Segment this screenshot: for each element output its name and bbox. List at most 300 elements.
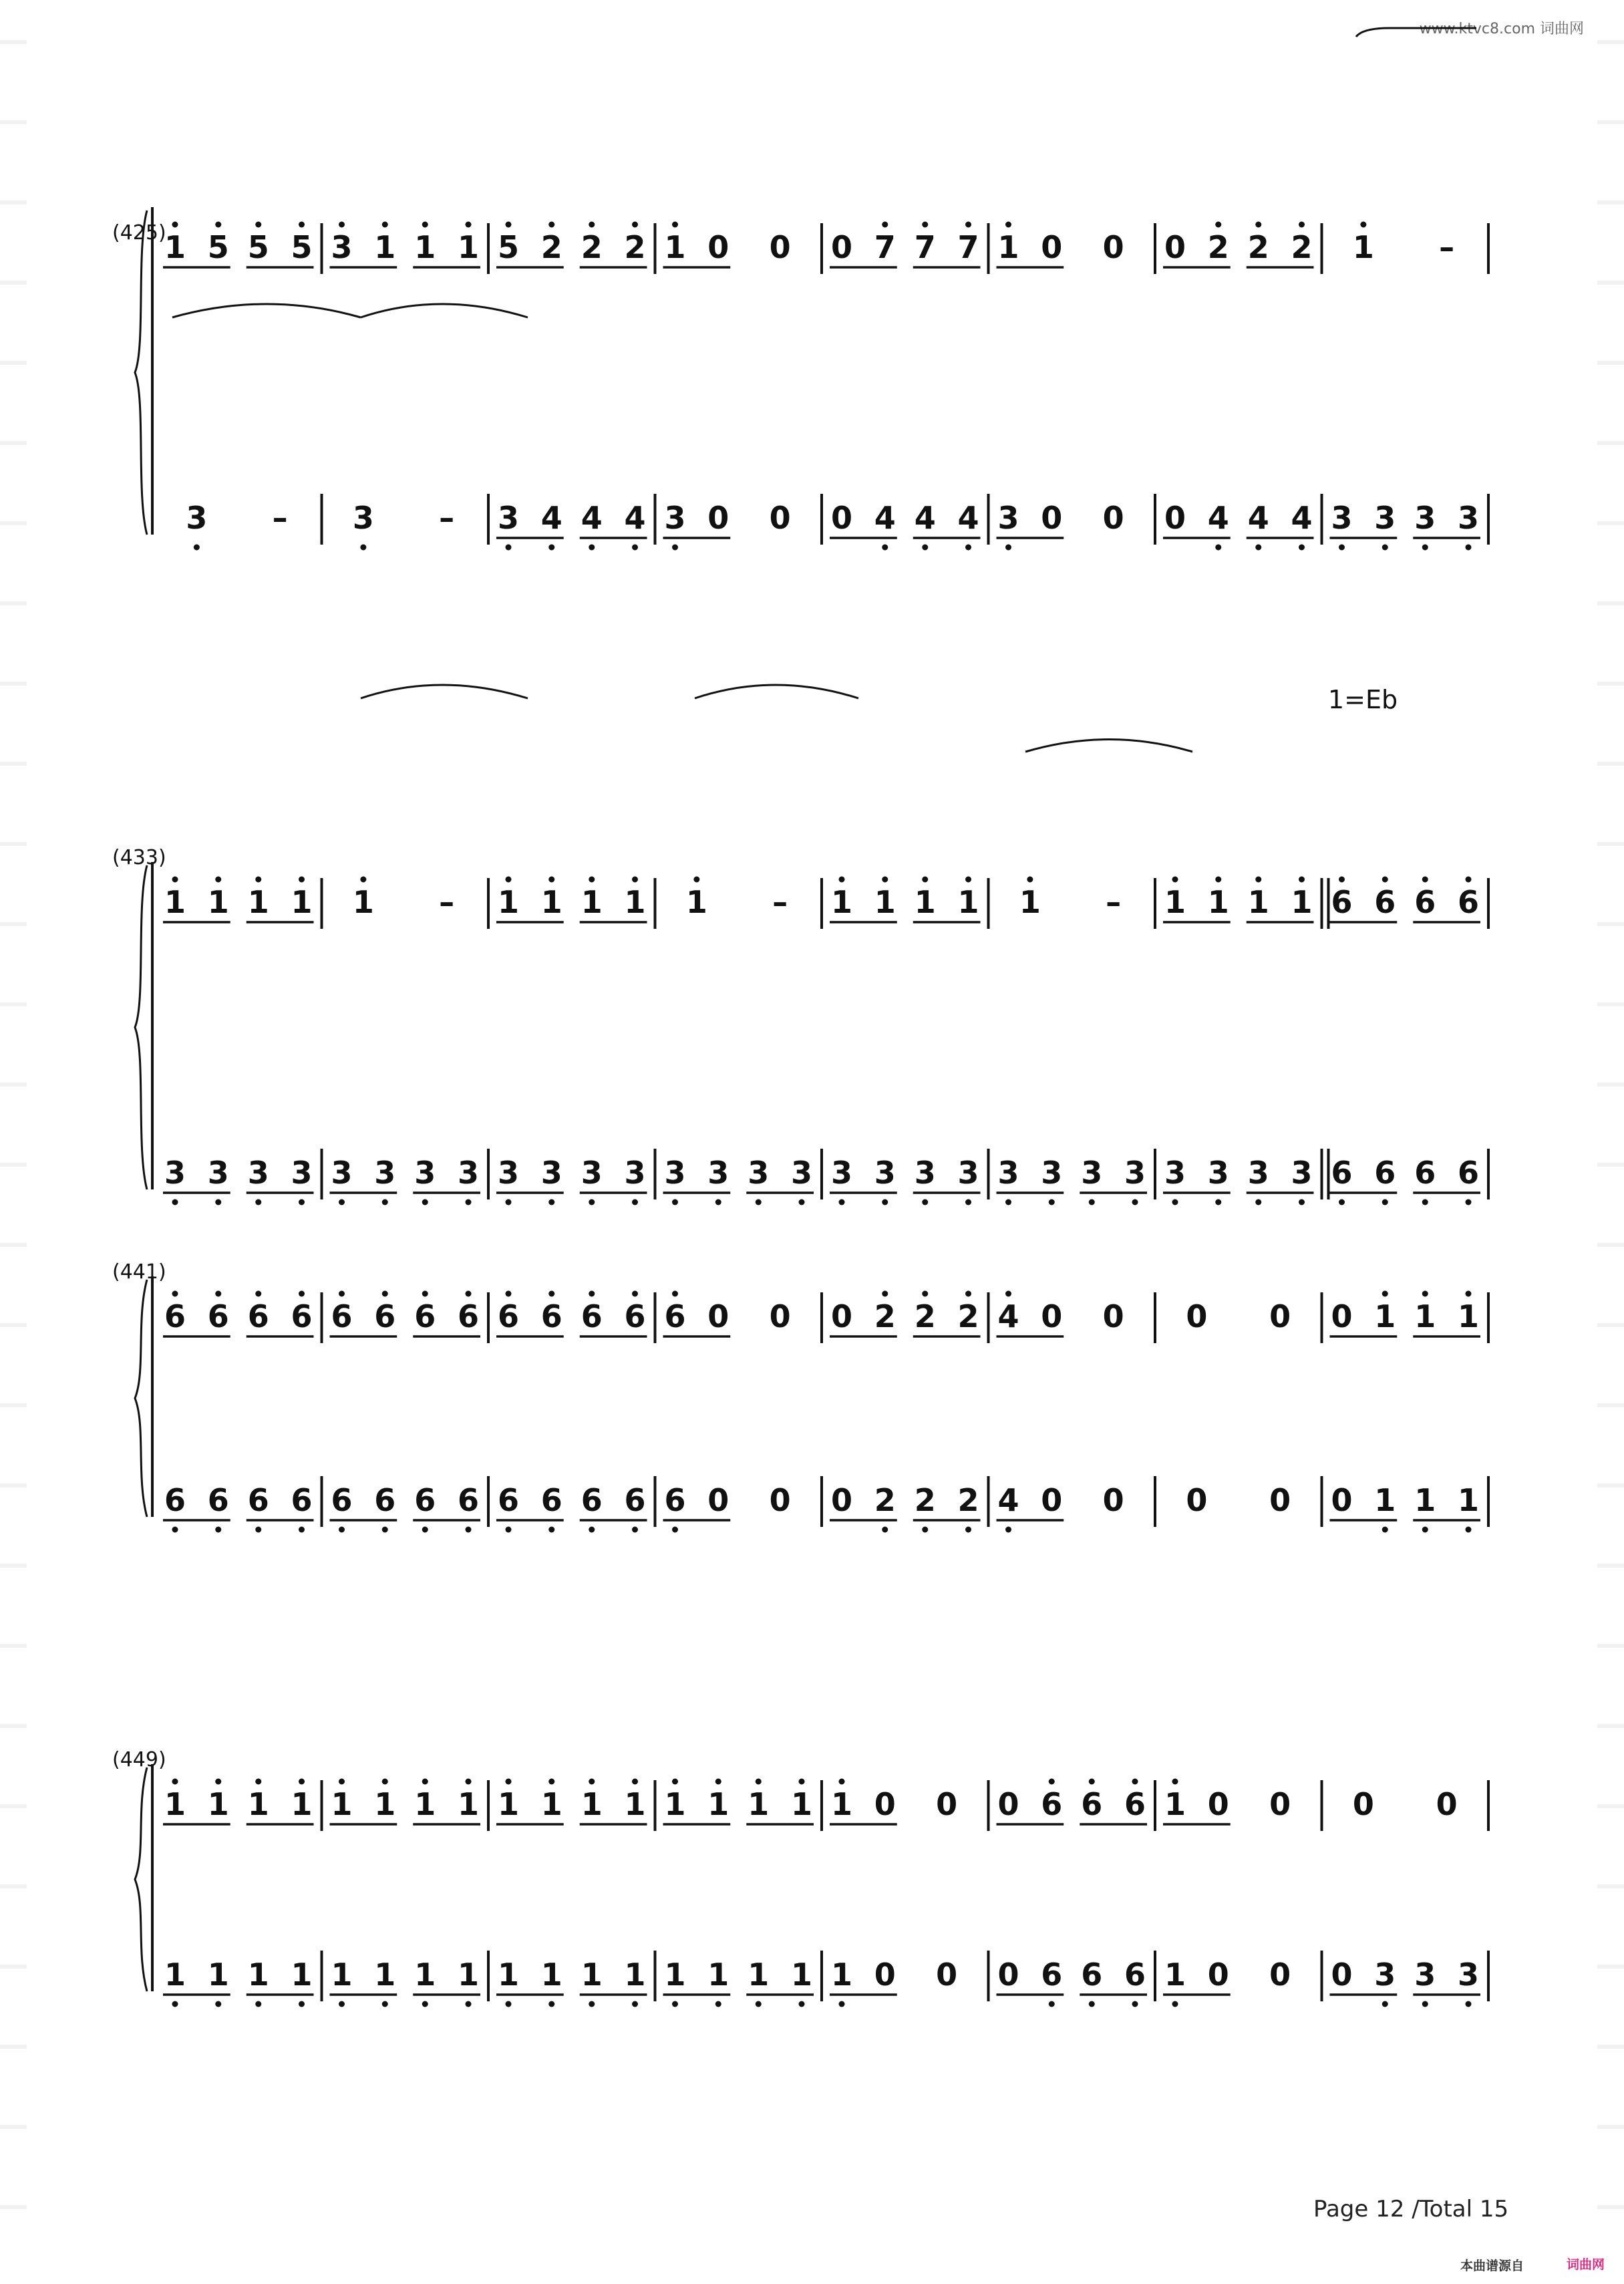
note: 1 [457,229,480,265]
note: 1 [164,229,186,265]
low-octave-dot [1132,1199,1138,1205]
high-octave-dot [422,222,428,228]
note: 2 [957,1298,979,1334]
note: 3 [1331,500,1353,536]
note: 6 [540,1298,562,1334]
low-octave-dot [1382,2001,1388,2007]
low-octave-dot [506,545,512,551]
low-octave-dot [799,1199,805,1205]
high-octave-dot [466,222,472,228]
note: 0 [1164,229,1186,265]
low-octave-dot [1339,1199,1345,1205]
high-octave-dot [1422,877,1428,883]
note: – [272,500,288,536]
low-octave-dot [382,2001,388,2007]
note: 1 [291,1786,313,1822]
note: 6 [331,1482,353,1518]
note: 2 [957,1482,979,1518]
note: 3 [874,1155,896,1191]
high-octave-dot [422,1779,428,1785]
note: 4 [540,500,562,536]
note: 6 [457,1482,480,1518]
note: 6 [1374,1155,1396,1191]
high-octave-dot [922,1291,928,1297]
high-octave-dot [1382,877,1388,883]
note: 1 [624,1957,646,1993]
high-octave-dot [839,1779,845,1785]
note: 6 [1081,1786,1103,1822]
note: 1 [331,1957,353,1993]
note: 1 [1414,1482,1436,1518]
note: 0 [1102,229,1124,265]
low-octave-dot [1382,1527,1388,1533]
note: – [439,500,455,536]
tie-arc [1025,740,1192,752]
note: 1 [830,1957,853,1993]
note: 0 [997,1957,1019,1993]
note: 5 [291,229,313,265]
low-octave-dot [672,545,678,551]
note: 1 [207,1786,229,1822]
note: 3 [1414,1957,1436,1993]
note: 0 [707,1482,729,1518]
note: 3 [997,500,1019,536]
note: 3 [352,500,374,536]
low-octave-dot [1089,1199,1095,1205]
high-octave-dot [589,1291,595,1297]
low-octave-dot [1299,545,1305,551]
note: 1 [291,1957,313,1993]
note: 2 [914,1298,936,1334]
note: 6 [1124,1786,1146,1822]
note: 6 [664,1482,686,1518]
note: 2 [1247,229,1269,265]
note: 6 [540,1482,562,1518]
note: 2 [624,229,646,265]
low-octave-dot [299,1527,305,1533]
note: 3 [497,500,520,536]
note: 3 [186,500,208,536]
note: 3 [331,229,353,265]
note: 3 [957,1155,979,1191]
note: 1 [664,1786,686,1822]
low-octave-dot [215,1527,221,1533]
note: 6 [1331,884,1353,920]
low-octave-dot [1466,545,1472,551]
site-url: www.ktvc8.com 词曲网 [1419,21,1584,37]
system-brace [135,1280,147,1517]
note: 0 [830,1482,853,1518]
note: 6 [457,1298,480,1334]
high-octave-dot [672,1291,678,1297]
note: 6 [581,1482,603,1518]
note: 6 [374,1482,396,1518]
source-site-logo: 词曲网 [1567,2257,1605,2272]
low-octave-dot [506,1527,512,1533]
low-octave-dot [1466,2001,1472,2007]
measure-number: (449) [112,1748,166,1771]
note: 0 [1269,1957,1291,1993]
note: 1 [1164,1957,1186,1993]
note: 1 [497,1786,520,1822]
note: 1 [457,1957,480,1993]
note: 3 [1374,1957,1396,1993]
note: 0 [1102,1482,1124,1518]
note: 4 [914,500,936,536]
note: 3 [1247,1155,1269,1191]
note: 2 [540,229,562,265]
system-brace [135,865,147,1189]
high-octave-dot [589,222,595,228]
high-octave-dot [1339,877,1345,883]
note: 1 [1207,884,1229,920]
note: 0 [936,1786,958,1822]
note: 1 [1414,1298,1436,1334]
note: 4 [581,500,603,536]
note: 6 [1331,1155,1353,1191]
tie-arc [1356,28,1476,37]
note: 6 [207,1298,229,1334]
high-octave-dot [882,222,888,228]
source-note: 本曲谱源自 [1460,2259,1524,2273]
note: 4 [1247,500,1269,536]
note: 6 [291,1482,313,1518]
low-octave-dot [548,1527,554,1533]
high-octave-dot [215,1779,221,1785]
note: 0 [1269,1482,1291,1518]
note: 3 [247,1155,269,1191]
note: – [772,884,788,920]
low-octave-dot [548,2001,554,2007]
note: 1 [540,1957,562,1993]
note: 3 [331,1155,353,1191]
note: 1 [830,1786,853,1822]
note: 6 [497,1482,520,1518]
low-octave-dot [548,545,554,551]
note: 3 [707,1155,729,1191]
low-octave-dot [1215,1199,1221,1205]
note: 0 [1331,1957,1353,1993]
note: 4 [1291,500,1313,536]
low-octave-dot [466,2001,472,2007]
high-octave-dot [339,1291,345,1297]
note: 6 [1041,1957,1063,1993]
note: 1 [1457,1298,1480,1334]
low-octave-dot [194,545,200,551]
low-octave-dot [255,1527,261,1533]
note: 2 [914,1482,936,1518]
note: 5 [247,229,269,265]
note: – [1439,229,1455,265]
high-octave-dot [922,222,928,228]
high-octave-dot [1466,877,1472,883]
note: 3 [1457,1957,1480,1993]
note: 3 [1124,1155,1146,1191]
low-octave-dot [1215,545,1221,551]
low-octave-dot [172,2001,178,2007]
high-octave-dot [215,1291,221,1297]
note: 1 [374,1786,396,1822]
note: 3 [1207,1155,1229,1191]
note: 1 [164,1786,186,1822]
note: 6 [1081,1957,1103,1993]
note: 4 [997,1298,1019,1334]
note: 1 [1374,1482,1396,1518]
note: 0 [1041,500,1063,536]
low-octave-dot [299,2001,305,2007]
note: 3 [1291,1155,1313,1191]
high-octave-dot [548,1291,554,1297]
high-octave-dot [1215,222,1221,228]
measure-number: (441) [112,1260,166,1284]
high-octave-dot [1382,1291,1388,1297]
low-octave-dot [1255,1199,1261,1205]
low-octave-dot [839,2001,845,2007]
note: 1 [748,1786,770,1822]
note: 0 [1352,1786,1374,1822]
note: 1 [247,1786,269,1822]
note: 3 [914,1155,936,1191]
low-octave-dot [632,1527,638,1533]
note: 0 [1331,1298,1353,1334]
note: 6 [291,1298,313,1334]
note: 3 [457,1155,480,1191]
note: 1 [790,1786,813,1822]
note: 3 [830,1155,853,1191]
low-octave-dot [1299,1199,1305,1205]
note: 6 [1041,1786,1063,1822]
high-octave-dot [382,1779,388,1785]
note: 0 [769,229,791,265]
high-octave-dot [589,877,595,883]
note: 3 [581,1155,603,1191]
high-octave-dot [839,877,845,883]
note: 0 [1186,1482,1208,1518]
note: 1 [874,884,896,920]
note: 0 [830,500,853,536]
note: 0 [769,500,791,536]
high-octave-dot [299,1291,305,1297]
note: 3 [1374,500,1396,536]
low-octave-dot [672,1527,678,1533]
note: 0 [936,1957,958,1993]
low-octave-dot [632,545,638,551]
note: 1 [624,884,646,920]
note: 7 [874,229,896,265]
low-octave-dot [1172,2001,1178,2007]
high-octave-dot [965,1291,971,1297]
note: 1 [707,1786,729,1822]
note: 3 [414,1155,436,1191]
note: 3 [164,1155,186,1191]
high-octave-dot [215,222,221,228]
note: 6 [331,1298,353,1334]
low-octave-dot [466,1527,472,1533]
note: 1 [748,1957,770,1993]
high-octave-dot [466,1779,472,1785]
note: 0 [1186,1298,1208,1334]
high-octave-dot [632,877,638,883]
low-octave-dot [922,1527,928,1533]
note: 0 [707,500,729,536]
high-octave-dot [882,1291,888,1297]
high-octave-dot [382,1291,388,1297]
note: 1 [247,884,269,920]
note: 1 [1164,1786,1186,1822]
note: 3 [748,1155,770,1191]
note: 1 [497,1957,520,1993]
note: 3 [207,1155,229,1191]
high-octave-dot [756,1779,762,1785]
note: 0 [769,1482,791,1518]
note: 3 [497,1155,520,1191]
low-octave-dot [255,2001,261,2007]
note: 0 [1102,1298,1124,1334]
note: 1 [497,884,520,920]
note: 1 [291,884,313,920]
page-number: Page 12 /Total 15 [1313,2196,1509,2223]
note: 5 [497,229,520,265]
note: 6 [1414,1155,1436,1191]
high-octave-dot [255,1291,261,1297]
low-octave-dot [1049,2001,1055,2007]
note: 1 [331,1786,353,1822]
note: 1 [664,1957,686,1993]
note: 4 [874,500,896,536]
low-octave-dot [632,2001,638,2007]
note: 0 [769,1298,791,1334]
note: 1 [997,229,1019,265]
note: 3 [374,1155,396,1191]
note: 1 [374,1957,396,1993]
low-octave-dot [839,1199,845,1205]
high-octave-dot [1215,877,1221,883]
note: 4 [957,500,979,536]
note: 1 [1374,1298,1396,1334]
note: 1 [1019,884,1041,920]
note: 6 [624,1298,646,1334]
note: 6 [414,1298,436,1334]
note: 0 [1041,229,1063,265]
note: 5 [207,229,229,265]
note: 3 [790,1155,813,1191]
low-octave-dot [756,2001,762,2007]
low-octave-dot [799,2001,805,2007]
note: 3 [1414,500,1436,536]
high-octave-dot [632,1779,638,1785]
high-octave-dot [255,877,261,883]
note: 4 [997,1482,1019,1518]
high-octave-dot [589,1779,595,1785]
low-octave-dot [589,2001,595,2007]
note: 1 [1164,884,1186,920]
high-octave-dot [215,877,221,883]
low-octave-dot [1049,1199,1055,1205]
tie-arc [361,304,528,317]
high-octave-dot [632,222,638,228]
note: 7 [957,229,979,265]
high-octave-dot [1172,1779,1178,1785]
low-octave-dot [1422,545,1428,551]
note: 1 [581,1786,603,1822]
note: 3 [664,1155,686,1191]
note: 1 [1291,884,1313,920]
note: 2 [1291,229,1313,265]
low-octave-dot [882,545,888,551]
note: 1 [414,229,436,265]
high-octave-dot [299,1779,305,1785]
note: 1 [374,229,396,265]
high-octave-dot [506,1291,512,1297]
note: 1 [624,1786,646,1822]
note: 1 [1247,884,1269,920]
note: 0 [1102,500,1124,536]
note: 0 [1207,1786,1229,1822]
high-octave-dot [172,222,178,228]
high-octave-dot [506,877,512,883]
high-octave-dot [382,222,388,228]
high-octave-dot [1049,1779,1055,1785]
note: 0 [830,1298,853,1334]
high-octave-dot [1255,222,1261,228]
tie-arc [695,685,858,698]
note: 3 [664,500,686,536]
low-octave-dot [1255,545,1261,551]
note: 1 [457,1786,480,1822]
high-octave-dot [255,1779,261,1785]
low-octave-dot [922,545,928,551]
low-octave-dot [360,545,366,551]
high-octave-dot [255,222,261,228]
high-octave-dot [672,222,678,228]
high-octave-dot [299,222,305,228]
note: 0 [707,229,729,265]
tie-arc [172,304,361,317]
note: 2 [581,229,603,265]
note: 1 [207,1957,229,1993]
high-octave-dot [1466,1291,1472,1297]
note: 6 [1414,884,1436,920]
high-octave-dot [466,1291,472,1297]
note: 0 [1041,1482,1063,1518]
high-octave-dot [1005,222,1011,228]
note: 0 [1269,1786,1291,1822]
high-octave-dot [1027,877,1033,883]
note: 6 [1457,884,1480,920]
high-octave-dot [693,877,699,883]
high-octave-dot [1172,877,1178,883]
low-octave-dot [1132,2001,1138,2007]
note: 3 [1164,1155,1186,1191]
low-octave-dot [1422,1527,1428,1533]
high-octave-dot [299,877,305,883]
note: 1 [247,1957,269,1993]
note: 3 [1081,1155,1103,1191]
note: 1 [540,1786,562,1822]
note: 1 [164,1957,186,1993]
note: 1 [914,884,936,920]
low-octave-dot [715,2001,721,2007]
note: 1 [664,229,686,265]
high-octave-dot [632,1291,638,1297]
low-octave-dot [422,1527,428,1533]
high-octave-dot [172,1291,178,1297]
high-octave-dot [1132,1779,1138,1785]
note: 6 [207,1482,229,1518]
high-octave-dot [672,1779,678,1785]
note: 2 [874,1298,896,1334]
low-octave-dot [756,1199,762,1205]
